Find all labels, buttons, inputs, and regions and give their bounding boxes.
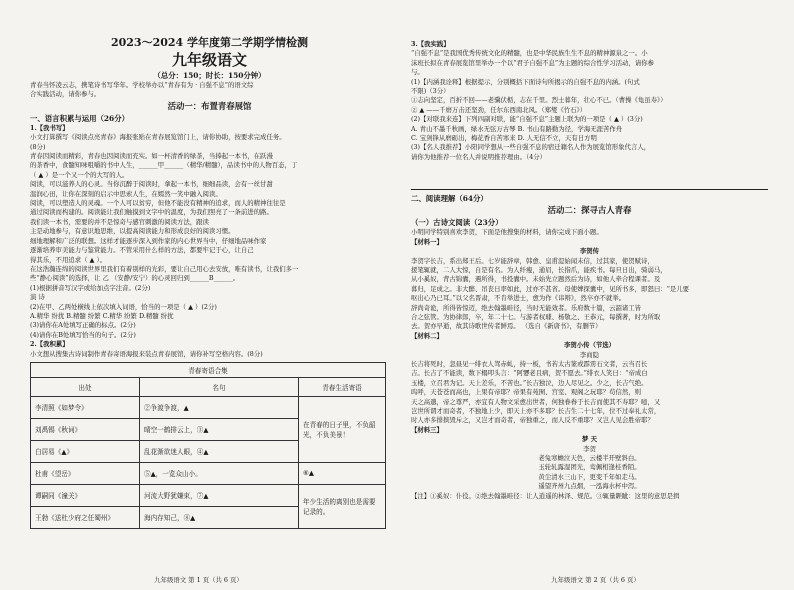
table-cell: ②争渡争渡，▲ (140, 396, 299, 418)
body-line: 不限)（3分） (411, 87, 450, 96)
material-line: 天之高邈，帝之尊严，亦宜有人物文采愈出世者，何独眷眷于长吉而使其不寿耶？噫，又 (411, 397, 661, 406)
table-cell: 河流大野犹嫌束，⑦▲ (140, 484, 299, 506)
table-cell: 白居易《▲》 (31, 440, 140, 462)
table-row (31, 462, 386, 484)
intro-line: 小明同学特别喜欢李贺，下面是他搜集的材料，请你完成下面小题。 (411, 228, 603, 237)
body-line: 通过阅读而构建的。阅读能让我们触摸到文字中的温度，为我们照亮了一条前进的路。 (30, 208, 273, 217)
activity-two-title: 活动二：探寻古人青春 (547, 205, 632, 216)
intro-line: 合实践活动，请你参与。 (30, 90, 101, 99)
body-line: ①志向坚定，百折不回——老骥伏枥，志在千里。烈士暮年，壮心不已。（曹操《龟虽寿》） (411, 96, 667, 105)
body-line: 温润心田，让你在深刻的启示中思索人生，在嫣然一笑中融入阅读。 (30, 189, 222, 198)
body-line: C. 宝剑锋从磨砺出，梅花香自苦寒来 D. 人无信不立，天有日方明 (411, 134, 597, 143)
material-line: 长吉将死时，忽昼见一绯衣人驾赤虬，持一板，书若太古篆或霹雳石文者，云当召长 (411, 359, 648, 368)
table-header: 名句 (140, 377, 299, 396)
body-line: 请你为他推荐一位名人并说明推荐理由。（4分） (411, 152, 547, 161)
material-line: 呕出心乃已耳。”以父名晋肃，不肯举进士，愈为作《讳辩》，然卒亦不就举。 (411, 294, 626, 303)
body-line: “自强不息”是我国优秀传统文化的精髓，也是中华民族生生不息的精神源泉之一。小 (411, 49, 648, 58)
body-line: 2.【我积累】 (30, 340, 69, 349)
poem-line: 玉轮轧露湿团光，鸾佩相逢桂香陌。 (538, 463, 641, 472)
section-two-title: 二、阅读理解（64分） (411, 194, 488, 204)
material-line: 合之弦管。为协律郎，卒，年二十七。与游者权璩、杨敬之、王恭元，每撰著，时为所取 (411, 312, 661, 321)
intro-line: 青春当怀凌云志，携笔诗书写华年。学校举办以“青春有为 · 自强不息”的语文综 (30, 81, 254, 89)
material-title: 李贺小传（节选） (563, 341, 616, 350)
poem-table (30, 362, 386, 529)
material-label: 【材料一】 (411, 237, 443, 246)
body-line: (1)根据拼音写汉字或给加点字注音。(2分) (30, 283, 151, 292)
advice-cell: 年少生活的离别也是需要记录的。 (299, 484, 386, 528)
exam-term-title: 2023～2024 学年度第二学期学情检测 (110, 36, 309, 49)
exam-subject-title: 九年级语文 (171, 51, 247, 69)
material-label: 【材料三】 (411, 425, 443, 434)
divider (411, 189, 768, 190)
table-cell: 海内存知己，⑧▲ (140, 506, 299, 528)
annotation-note: 【注】①奚奴：仆役。②绝去翰墨畦径：让人逍遥的林泽、规范。③辄量睚眦：这里的意思是揖 (411, 491, 680, 500)
body-line: 在这浩瀚连绵的阅读世界里我们有着别样的光彩，要让自己用心去安放，唯有读书，让我们多一 (30, 264, 299, 273)
material-author: 李贺 (583, 444, 596, 453)
body-line: 沫班长拟在青春展览馆里举办一个以“君子自强不息”为主题的综合性学习活动，请你参 (411, 58, 654, 67)
body-line: （ ▲ ）是一个又一个的大写的人。 (30, 170, 129, 179)
material-label: 【材料二】 (411, 331, 443, 340)
body-line: (1)【内涵我诠释】根据提示，分别概括下面诗句所揭示的自强不息的内涵。(句式 (411, 77, 640, 86)
table-cell: 王勃《送杜少府之任蜀州》 (31, 506, 140, 528)
material-line: 呜呼，天苍苍而高也，上果有帝耶？帝果有苑囿、宫室、观阁之玩耶？苟信然，则 (411, 388, 642, 397)
table-row (31, 396, 386, 418)
table-cell: 李清照《如梦令》 (31, 396, 140, 418)
material-title: 李贺传 (579, 247, 600, 256)
table-header: 出处 (31, 377, 140, 396)
table-cell: ⑤▲，一览众山小。 (140, 462, 299, 484)
material-line: 吉。长吉了不能读，数下榻叩头言：“阿㜷老且病，贺不愿去。”绯衣人笑曰：“帝成白 (411, 369, 648, 378)
material-line: 玉楼，立召君为记。天上差乐，不苦也。”长吉独泣，边人尽见之。少之，长吉气绝。 (411, 378, 648, 387)
material-line: 辞尚奇诡，所得皆惊迈，绝去翰墨畦径，当时无能效者。乐府数十篇，云韶诸工皆 (411, 303, 642, 312)
body-line: 青春因阅读而精彩，青春也因阅读而充实。如一杯清香的绿茶，当捧起一本书，在跃漫 (30, 152, 273, 161)
table-cell: 杜甫《望岳》 (31, 462, 140, 484)
table-cell: 谭嗣同《潼关》 (31, 484, 140, 506)
body-line: ② ▲ ——千磨万击还坚劲，任尔东西南北风。（郑燮《竹石》） (411, 105, 587, 114)
table-cell: 乱花渐欲迷人眼，④▲ (140, 440, 299, 462)
body-line: (8分) (30, 142, 46, 151)
section-one-title: 一、语言积累与运用（26分） (30, 113, 129, 123)
body-line: (4)请你在B处填写恰当的句子。(2分) (30, 330, 136, 339)
body-line: 阅读，可以滋养人的心灵。当你沉醉于阅读时，拿起一本书，细细品读，会有一丝甘甜 (30, 180, 273, 189)
activity-one-title: 活动一：布置青春展馆 (167, 100, 252, 111)
body-line: 小文想从搜集古诗词制作青春寄语海报来装点青春展馆，请你补写空格内容。(8分) (30, 349, 263, 358)
material-line: 岂世所谓才而奇者，不独地上少，即天上亦不多耶？长吉生二十七年，位不过奉礼太常， (411, 407, 661, 415)
body-line: (2)【对联我来连】下列四副对联，能“自强不息”主题上联为的一项是（ ▲ ）(3分) (411, 115, 643, 124)
body-line: A. 青山不墨千秋画，绿水无弦万古琴 B. 书山有路勤为径，学海无涯苦作舟 (411, 124, 623, 133)
material-line: 去。贺亦早逝，故其诗歌世传者鲜焉。 （选自《新唐书》，有删节） (411, 322, 602, 331)
exam-score-time: （总分：150；时长：150分钟） (153, 71, 266, 80)
body-line: 小文打算撰写《阅读点亮青春》海报张贴在青春展览馆门上，请你协助，按要求完成任务。 (30, 133, 286, 142)
table-cell: ⑥▲ (299, 462, 386, 484)
poem-line: 老兔寒蟾泣天色，云楼半开壁斜白。 (538, 454, 641, 463)
material-author: 李商隐 (579, 350, 600, 359)
page-two (397, 0, 794, 590)
page-footer: 九年级语文 第 2 页（共 6 页） (551, 576, 640, 584)
body-line: 与。 (411, 68, 424, 77)
body-line: (2)在甲、乙两处横线上依次填入词语，恰当的一项是（ ▲ ）(2分) (30, 302, 217, 311)
material-title: 梦 天 (581, 435, 597, 444)
body-line: (3)【名人我推荐】小阳同学想从一些自强不息的宿迁籍名人作为展览馆形象代言人， (411, 143, 651, 152)
table-cell: 刘禹锡《秋词》 (31, 418, 140, 440)
body-line: 演 诗 (30, 293, 45, 302)
poem-line: 遥望齐州九点烟，一泓海水杯中泻。 (538, 482, 641, 491)
body-line: 主是动地参与，有意识地思维，以提高阅读能力和形成良好的阅读习惯。 (30, 227, 235, 236)
material-line: 从小奚奴，背古锦囊，遇所得，书投囊中。未始先立题然后为诗，如他人牵合程课者。及 (411, 275, 661, 284)
table-cell: 晴空一鹤排云上，③▲ (140, 418, 299, 440)
body-line: 细地理解和广泛的联想。这样才能逐步深入到作家的内心世界当中，仔细地品味作家 (30, 236, 267, 245)
body-line: 1.【我书写】 (30, 123, 69, 132)
subsection-title: （一）古诗文阅读（23分） (411, 218, 503, 228)
table-caption: 青春寄语合集 (31, 362, 386, 377)
body-line: 3.【我实践】 (411, 40, 450, 48)
material-line: 暮归，足成之。非大醉、吊丧日率如此，过亦不甚省。母使婢探囊中，见所书多，即怒曰：“是儿要 (411, 284, 690, 293)
material-line: 时人亦多排摈毁斥之，又岂才而奇者，帝独重之，而人反不重耶？又岂人见会胜帝耶？ (411, 416, 654, 425)
poem-line: 黄尘清水三山下，更变千年如走马。 (538, 472, 641, 481)
body-line: 逐渐培养审美能力与鉴赏能力。不管采用什么样的方法，都要牢记于心，让自己 (30, 246, 254, 255)
body-line: A.精华 纷扰 B.精髓 纷繁 C.精华 纷繁 D.精髓 纷扰 (30, 311, 174, 320)
table-row (31, 484, 386, 506)
body-line: (3)请你在A处填写正确的标点。(2分) (30, 321, 136, 330)
material-line: 援笔辄就，二人大惊，自是有名。为人纤瘦，通眉，长指爪，能疾书。每旦日出，骑弱马， (411, 265, 667, 274)
table-header: 青春生活寄语 (299, 377, 386, 396)
body-line: 些“静心阅读”的选择，让 乙 （安静/安宁）的心灵回归到______B______。 (30, 274, 240, 283)
advice-cell: 在青春的日子里，不负韶光，不负美景！ (299, 396, 386, 462)
body-line: 的茶香中，食髓知味咀嚼的书中人生，______甲______（精华/精髓），品读书中的人物百态，丁 (30, 161, 298, 170)
body-line: 得其乐，不用追求（ ▲ ）。 (30, 255, 107, 264)
page-footer: 九年级语文 第 1 页（共 6 页） (154, 576, 243, 584)
material-line: 李贺字长吉，系出郑王后。七岁能辞章，韩愈、皇甫湜始闻未信，过其家，使贺赋诗， (411, 256, 654, 265)
body-line: 阅读，可以塑造人的灵魂。一个人可以贫穷，但他不能没有精神的追求，而人的精神往往是 (30, 199, 286, 208)
body-line: 我们读一本书，需要的并不是惊奇与感官刺激的阅读方法，跟读 (30, 217, 209, 226)
